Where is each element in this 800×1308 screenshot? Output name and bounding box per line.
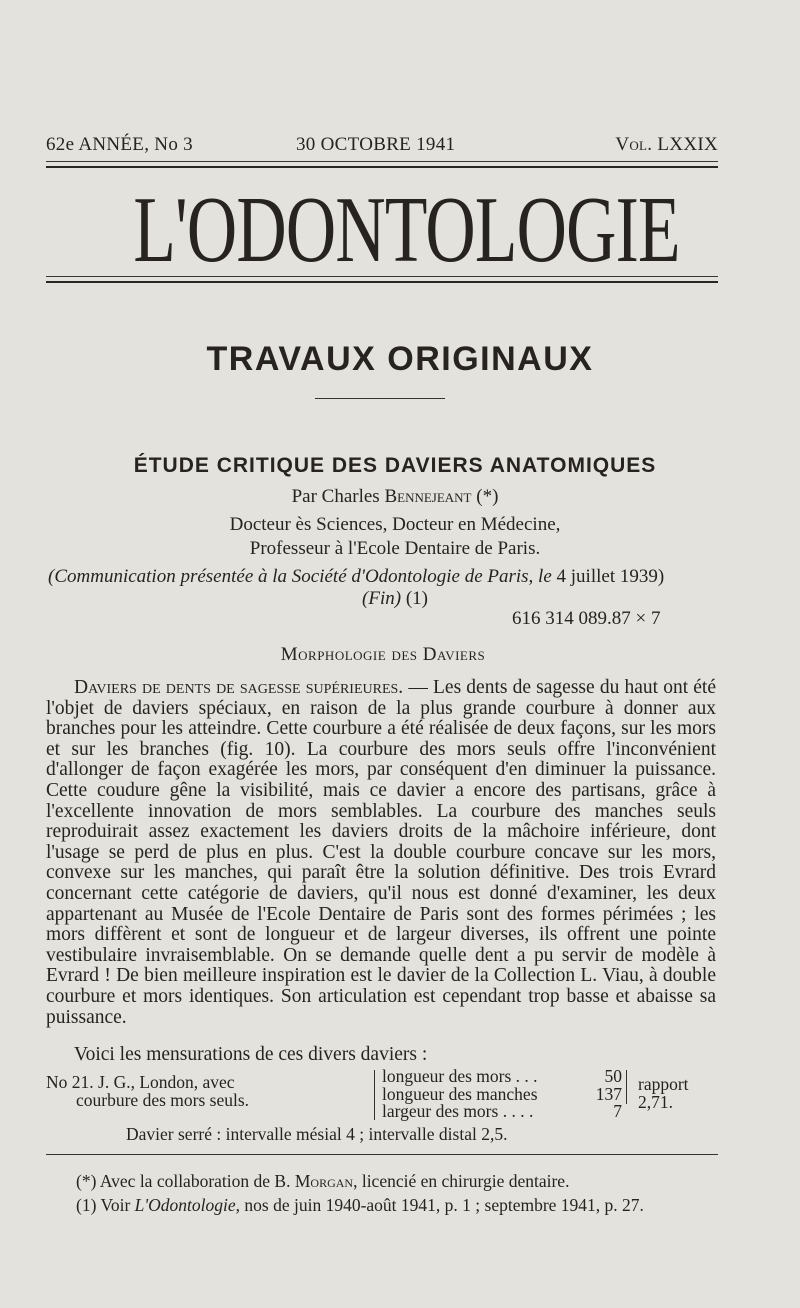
running-header: [46, 134, 718, 158]
measurements-intro: Voici les mensurations de ces divers daviers :: [74, 1044, 428, 1065]
dimension-label: longueur des manches: [382, 1083, 538, 1104]
brace-left: [374, 1070, 375, 1120]
paragraph-text: — Les dents de sagesse du haut ont été l'objet de daviers spéciaux, en raison de la plus grande courbure à donner aux branches pour les atteindre. Cette courbure a été réalisée de deux façons, sur les mors et sur les branches (fig. 10). La courbure des mors seuls offre l'inconvénient d'allonger de façon exagérée les mors, par conséquent d'en diminuer la puissance. Cette coudure gêne la visibilité, mais ce davier a encore des partisans, grâce à l'excellente innovation de mors semblables. La courbure des manches seuls reproduirait assez exactement les daviers droits de la mâchoire inférieure, dont l'usage se perd de plus en plus. C'est la double courbure concave sur les mors, convexe sur les manches, qui paraît être la solution définitive. Des trois Evrard concernant cette catégorie de daviers, qu'il nous est donné d'examiner, les deux appartenant au Musée de l'Ecole Dentaire de Paris sont des formes périmées ; les mors diffèrent et sont de longueur et de largeur diverses, ils offrent une pointe vestibulaire invraisemblable. On se demande quelle dent a pu servir de modèle à Evrard ! De bien meilleure inspiration est le davier de la Collection L. Viau, à double courbure et mors identiques. Son articulation est cependant trop basse et abaisse sa puissance.: [46, 677, 717, 1028]
byline: [0, 486, 790, 508]
body-paragraph: [46, 678, 716, 1028]
title-rule-double: [46, 281, 718, 283]
affiliation-line-2: Professeur à l'Ecole Dentaire de Paris.: [249, 538, 541, 559]
dimension-value: 50: [604, 1066, 622, 1086]
header-rule: [46, 161, 718, 162]
brace-right: [626, 1070, 627, 1104]
instrument-line-2: courbure des mors seuls.: [76, 1089, 250, 1110]
measurement-block: [46, 1068, 726, 1124]
byline-prefix: Par Charles: [291, 486, 385, 507]
communication-close: ): [657, 566, 665, 587]
issue-date: 30 OCTOBRE 1941: [296, 134, 456, 155]
dimension-list: [382, 1068, 622, 1121]
dimension-value: 137: [595, 1083, 622, 1104]
dimension-label: longueur des mors . . .: [382, 1066, 538, 1086]
author-surname: Bennejeant: [384, 486, 472, 507]
fin-line: [0, 588, 790, 610]
affiliation-line-1: Docteur ès Sciences, Docteur en Médecine,: [229, 514, 561, 535]
instrument-line-1: No 21. J. G., London, avec: [46, 1072, 235, 1092]
footnote-1-journal: L'Odontologie,: [134, 1195, 241, 1215]
fin-label: (Fin): [362, 588, 402, 609]
footnote-star-suffix: , licencié en chirurgie dentaire.: [353, 1171, 570, 1191]
classification-code: 616 314 089.87 × 7: [512, 608, 661, 629]
footnote-star-text: (*) Avec la collaboration de B.: [76, 1171, 295, 1191]
section-title: TRAVAUX ORIGINAUX: [206, 340, 594, 378]
footnote-rule: [46, 1154, 718, 1155]
dimension-row: [382, 1103, 622, 1121]
footnote-star: [46, 1170, 720, 1192]
article-body: [46, 678, 716, 1028]
fin-footnote-ref: (1): [401, 588, 428, 609]
header-rule-double: [46, 166, 718, 168]
communication-text: (Communication présentée à la Société d'Odontologie de Paris, le: [48, 566, 557, 587]
footnote-1-suffix: nos de juin 1940-août 1941, p. 1 ; septembre 1941, p. 27.: [240, 1195, 644, 1215]
byline-note-marker: (*): [471, 486, 499, 507]
footnote-1-text: (1) Voir: [76, 1195, 135, 1215]
dimension-label: largeur des mors . . . .: [382, 1101, 534, 1121]
instrument-description: [46, 1074, 321, 1109]
footnote-star-name: Morgan: [294, 1171, 354, 1191]
dimension-value: 7: [613, 1101, 622, 1121]
ratio-value: rapport 2,71.: [638, 1074, 689, 1112]
title-rule: [46, 276, 718, 277]
footnote-1: [46, 1194, 720, 1216]
article-title: ÉTUDE CRITIQUE DES DAVIERS ANATOMIQUES: [133, 454, 657, 477]
paragraph-lead: Daviers de dents de sagesse supérieures.: [74, 677, 404, 698]
communication-note: [48, 566, 664, 588]
subheading: Morphologie des Daviers: [280, 644, 486, 665]
communication-date: 4 juillet 1939: [556, 566, 658, 587]
davier-serre-line: Davier serré : intervalle mésial 4 ; intervalle distal 2,5.: [126, 1124, 508, 1144]
section-divider: [315, 398, 445, 399]
volume-number: Vol. LXXIX: [615, 134, 718, 155]
journal-title: L'ODONTOLOGIE: [133, 178, 680, 282]
issue-number: 62e ANNÉE, No 3: [46, 134, 193, 155]
